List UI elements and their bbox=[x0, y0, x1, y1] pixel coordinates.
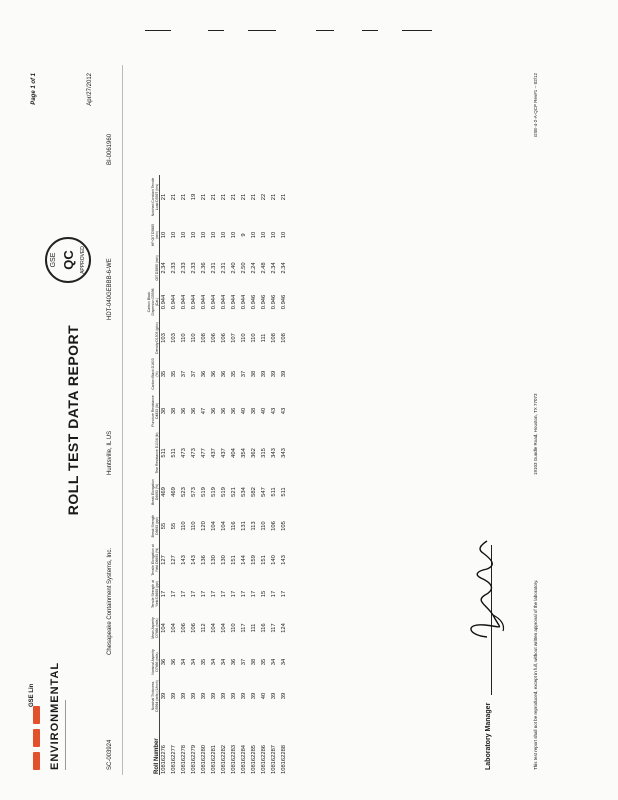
table-cell: 0.946 bbox=[281, 294, 287, 310]
table-cell: 40 bbox=[241, 407, 247, 415]
table-cell: 108162276 bbox=[161, 744, 168, 774]
table-row bbox=[229, 175, 239, 775]
table-cell: 511 bbox=[161, 448, 168, 458]
table-cell: 36 bbox=[231, 658, 237, 666]
table-cell: 17 bbox=[181, 590, 187, 598]
table-cell: 10 bbox=[181, 231, 187, 239]
table-cell: 21 bbox=[161, 193, 168, 201]
table-cell: 0.944 bbox=[191, 294, 197, 310]
table-cell: 106 bbox=[271, 521, 277, 531]
table-cell: 2.48 bbox=[261, 262, 267, 274]
table-cell: 573 bbox=[191, 487, 197, 497]
top-dash-marks bbox=[140, 30, 440, 34]
logo-small-text: GSE Lin bbox=[29, 683, 35, 707]
table-cell: 17 bbox=[201, 590, 207, 598]
table-cell: 17 bbox=[161, 590, 168, 598]
report-identifiers bbox=[107, 65, 121, 775]
report-date: Apr/27/2012 bbox=[87, 73, 93, 106]
table-cell: 159 bbox=[251, 555, 257, 565]
table-cell: 151 bbox=[261, 555, 267, 565]
table-cell: 43 bbox=[281, 407, 287, 415]
table-cell: 110 bbox=[191, 521, 197, 531]
table-cell: 104 bbox=[221, 521, 227, 531]
table-cell: 10 bbox=[231, 231, 237, 239]
table-cell: 343 bbox=[271, 448, 277, 458]
table-cell: 39 bbox=[261, 370, 267, 378]
table-cell: 10 bbox=[211, 231, 217, 239]
table-cell: 21 bbox=[281, 193, 287, 201]
table-cell: 143 bbox=[181, 555, 187, 565]
seal-top: GSE bbox=[50, 252, 57, 268]
table-cell: 36 bbox=[231, 407, 237, 415]
table-cell: 523 bbox=[181, 487, 187, 497]
table-cell: 10 bbox=[221, 231, 227, 239]
table-cell: 17 bbox=[171, 590, 177, 598]
column-header: Tensile Strength at Yield D6693 (ppi) bbox=[150, 579, 159, 609]
table-row bbox=[239, 175, 249, 775]
table-cell: 104 bbox=[221, 623, 227, 633]
table-cell: 110 bbox=[181, 521, 187, 531]
column-header: Tensile Elongation at Yield D6693 (%) bbox=[150, 544, 159, 576]
table-cell: 10 bbox=[191, 231, 197, 239]
table-cell: 108162284 bbox=[241, 744, 247, 774]
table-cell: 144 bbox=[241, 555, 247, 565]
table-row bbox=[259, 175, 269, 775]
table-cell: 108162285 bbox=[251, 744, 257, 774]
table-cell: 37 bbox=[181, 370, 187, 378]
table-cell: 140 bbox=[271, 555, 277, 565]
table-row bbox=[249, 175, 259, 775]
table-cell: 362 bbox=[251, 448, 257, 458]
table-cell: 519 bbox=[221, 487, 227, 497]
table-row bbox=[169, 175, 179, 775]
table-cell: 34 bbox=[271, 658, 277, 666]
table-cell: 36 bbox=[211, 370, 217, 378]
table-cell: 39 bbox=[181, 692, 187, 700]
table-cell: 116 bbox=[231, 521, 237, 531]
batch-number: BI-0061960 bbox=[107, 133, 113, 165]
column-header: Tear Resistance D1004 (lb) bbox=[154, 432, 159, 474]
table-cell: 127 bbox=[161, 555, 168, 565]
table-cell: 519 bbox=[211, 487, 217, 497]
location: Huntsville, IL US bbox=[107, 430, 113, 475]
table-cell: 10 bbox=[261, 231, 267, 239]
table-cell: 40 bbox=[261, 407, 267, 415]
table-cell: 469 bbox=[171, 487, 177, 497]
table-cell: 38 bbox=[251, 370, 257, 378]
table-cell: 35 bbox=[161, 370, 168, 378]
table-cell: 437 bbox=[211, 448, 217, 458]
table-cell: 0.944 bbox=[221, 294, 227, 310]
table-cell: 111 bbox=[251, 623, 257, 633]
table-cell: 582 bbox=[251, 487, 257, 497]
table-cell: 2.34 bbox=[161, 262, 168, 274]
table-cell: 534 bbox=[241, 487, 247, 497]
table-cell: 124 bbox=[281, 623, 287, 633]
table-cell: 10 bbox=[271, 231, 277, 239]
table-cell: 17 bbox=[271, 590, 277, 598]
table-cell: 2.34 bbox=[271, 262, 277, 274]
identifier-rule bbox=[122, 65, 123, 775]
table-cell: 2.33 bbox=[181, 262, 187, 274]
table-cell: 2.31 bbox=[211, 262, 217, 274]
table-cell: 21 bbox=[231, 193, 237, 201]
table-cell: 9 bbox=[241, 233, 247, 237]
table-cell: 10 bbox=[281, 231, 287, 239]
table-cell: 47 bbox=[201, 407, 207, 415]
table-cell: 39 bbox=[281, 370, 287, 378]
table-cell: 36 bbox=[211, 407, 217, 415]
table-cell: 104 bbox=[211, 623, 217, 633]
table-cell: 10 bbox=[161, 231, 168, 239]
table-cell: 0.944 bbox=[181, 294, 187, 310]
table-cell: 2.33 bbox=[171, 262, 177, 274]
table-cell: 111 bbox=[261, 333, 267, 343]
table-cell: 2.36 bbox=[201, 262, 207, 274]
table-cell: 110 bbox=[181, 333, 187, 343]
table-cell: 17 bbox=[281, 590, 287, 598]
table-cell: 37 bbox=[241, 370, 247, 378]
table-cell: 473 bbox=[181, 448, 187, 458]
table-cell: 39 bbox=[271, 692, 277, 700]
table-cell: 143 bbox=[281, 555, 287, 565]
table-cell: 43 bbox=[271, 407, 277, 415]
table-cell: 2.34 bbox=[281, 262, 287, 274]
table-cell: 106 bbox=[191, 623, 197, 633]
signature-label: Laboratory Manager bbox=[485, 702, 492, 770]
logo-wordmark: ENVIRONMENTAL bbox=[49, 661, 61, 770]
table-cell: 120 bbox=[201, 521, 207, 531]
table-cell: 354 bbox=[241, 448, 247, 458]
table-cell: 39 bbox=[171, 692, 177, 700]
table-cell: 0.944 bbox=[161, 294, 168, 310]
table-cell: 511 bbox=[171, 448, 177, 458]
table-cell: 19 bbox=[191, 193, 197, 201]
table-row bbox=[179, 175, 189, 775]
table-cell: 117 bbox=[271, 623, 277, 633]
table-cell: 35 bbox=[231, 370, 237, 378]
table-cell: 511 bbox=[281, 487, 287, 497]
table-cell: 108 bbox=[271, 333, 277, 343]
table-cell: 106 bbox=[211, 333, 217, 343]
table-cell: 36 bbox=[201, 370, 207, 378]
table-cell: 521 bbox=[231, 487, 237, 497]
disclaimer: This test report shall not be reproduced, except in full, without written approval of the laboratory. bbox=[533, 579, 538, 770]
table-cell: 103 bbox=[171, 333, 177, 343]
table-cell: 2.40 bbox=[231, 262, 237, 274]
column-header: Nominal Thickness D5994 (mils) (1/inch) bbox=[150, 680, 159, 712]
table-cell: 108162279 bbox=[191, 744, 197, 774]
table-cell: 2.24 bbox=[251, 262, 257, 274]
table-cell: 34 bbox=[281, 658, 287, 666]
table-cell: 21 bbox=[211, 193, 217, 201]
table-row bbox=[269, 175, 279, 775]
table-cell: 38 bbox=[161, 407, 168, 415]
table-cell: 127 bbox=[171, 555, 177, 565]
table-cell: 21 bbox=[251, 193, 257, 201]
table-cell: 36 bbox=[161, 658, 168, 666]
table-cell: 15 bbox=[261, 590, 267, 598]
table-cell: 21 bbox=[221, 193, 227, 201]
table-cell: 17 bbox=[191, 590, 197, 598]
table-cell: 17 bbox=[221, 590, 227, 598]
table-cell: 10 bbox=[171, 231, 177, 239]
table-cell: 21 bbox=[241, 193, 247, 201]
column-header: Break Strength D6693 (ppi) bbox=[150, 514, 159, 538]
table-cell: 511 bbox=[271, 487, 277, 497]
table-cell: 39 bbox=[241, 692, 247, 700]
column-header: Nominal Asperity D7466 (mils) bbox=[150, 649, 159, 675]
table-cell: 110 bbox=[241, 333, 247, 343]
table-cell: 10 bbox=[251, 231, 257, 239]
table-row bbox=[199, 175, 209, 775]
table-cell: 17 bbox=[231, 590, 237, 598]
table-cell: 131 bbox=[241, 521, 247, 531]
table-cell: 21 bbox=[201, 193, 207, 201]
table-cell: 107 bbox=[231, 333, 237, 343]
table-cell: 21 bbox=[181, 193, 187, 201]
qc-approved-seal bbox=[45, 237, 91, 283]
table-cell: 39 bbox=[231, 692, 237, 700]
column-header: Break Elongation D6693 (%) bbox=[150, 479, 159, 505]
column-header: HP OIT D5885 (min) bbox=[150, 223, 159, 247]
table-row bbox=[189, 175, 199, 775]
table-cell: 315 bbox=[261, 448, 267, 458]
company-name: Chesapeake Containment Systems, Inc. bbox=[107, 547, 113, 655]
table-cell: 108162283 bbox=[231, 744, 237, 774]
table-cell: 17 bbox=[211, 590, 217, 598]
table-cell: 437 bbox=[221, 448, 227, 458]
table-cell: 2.33 bbox=[191, 262, 197, 274]
column-header: Roll Number bbox=[153, 738, 159, 774]
table-cell: 108162277 bbox=[171, 744, 177, 774]
table-cell: 37 bbox=[191, 370, 197, 378]
table-cell: 35 bbox=[261, 658, 267, 666]
table-cell: 39 bbox=[221, 692, 227, 700]
table-cell: 38 bbox=[251, 658, 257, 666]
table-cell: 112 bbox=[201, 623, 207, 633]
table-cell: 108162281 bbox=[211, 744, 217, 774]
table-cell: 21 bbox=[171, 193, 177, 201]
table-cell: 37 bbox=[241, 658, 247, 666]
table-cell: 36 bbox=[221, 407, 227, 415]
table-cell: 2.50 bbox=[241, 262, 247, 274]
table-cell: 104 bbox=[161, 623, 168, 633]
table-cell: 108162282 bbox=[221, 744, 227, 774]
rotated-report bbox=[25, 65, 570, 775]
table-cell: 473 bbox=[191, 448, 197, 458]
table-cell: 108162287 bbox=[271, 744, 277, 774]
table-cell: 143 bbox=[191, 555, 197, 565]
table-cell: 38 bbox=[171, 407, 177, 415]
table-cell: 108162280 bbox=[201, 744, 207, 774]
table-cell: 103 bbox=[161, 333, 168, 343]
seal-middle: QC bbox=[61, 250, 76, 270]
table-cell: 36 bbox=[171, 658, 177, 666]
table-cell: 36 bbox=[191, 407, 197, 415]
table-cell: 0.946 bbox=[261, 294, 267, 310]
table-cell: 36 bbox=[181, 407, 187, 415]
signature-scribble bbox=[457, 525, 507, 645]
table-cell: 106 bbox=[181, 623, 187, 633]
table-cell: 0.944 bbox=[171, 294, 177, 310]
table-cell: 17 bbox=[241, 590, 247, 598]
table-cell: 469 bbox=[161, 487, 168, 497]
column-header: Mean Asperity D7466 (mils) bbox=[150, 617, 159, 639]
table-cell: 117 bbox=[241, 623, 247, 633]
table-row bbox=[219, 175, 229, 775]
table-cell: 105 bbox=[281, 521, 287, 531]
column-header: Carbon Black Dispersion D5596 (Cat.) bbox=[146, 288, 159, 316]
table-cell: 40 bbox=[261, 692, 267, 700]
table-cell: 547 bbox=[261, 487, 267, 497]
table-cell: 343 bbox=[281, 448, 287, 458]
table-cell: 2.31 bbox=[221, 262, 227, 274]
table-cell: 17 bbox=[251, 590, 257, 598]
table-cell: 0.944 bbox=[201, 294, 207, 310]
table-cell: 55 bbox=[161, 522, 168, 530]
table-cell: 34 bbox=[181, 658, 187, 666]
table-cell: 110 bbox=[231, 623, 237, 633]
sc-number: SC-003924 bbox=[107, 739, 113, 770]
table-cell: 35 bbox=[201, 658, 207, 666]
table-cell: 104 bbox=[211, 521, 217, 531]
table-cell: 21 bbox=[271, 193, 277, 201]
table-cell: 34 bbox=[191, 658, 197, 666]
column-header: Density D1505 (g/cc) bbox=[154, 322, 159, 354]
lab-address: 19103 Gundle Road, Houston, TX 77073 bbox=[533, 393, 538, 475]
product-code: HDT-040GEBBB-6-WE bbox=[107, 258, 113, 320]
table-header-row bbox=[133, 175, 159, 775]
table-cell: 39 bbox=[191, 692, 197, 700]
table-cell: 39 bbox=[161, 692, 168, 700]
page-number: Page 1 of 1 bbox=[31, 73, 37, 105]
table-cell: 477 bbox=[201, 448, 207, 458]
seal-bottom: APPROVED bbox=[80, 246, 86, 274]
table-cell: 136 bbox=[201, 555, 207, 565]
table-cell: 106 bbox=[221, 333, 227, 343]
column-header: Puncture Resistance D4833 (lb) bbox=[150, 395, 159, 427]
table-cell: 104 bbox=[171, 623, 177, 633]
table-cell: 0.944 bbox=[211, 294, 217, 310]
table-row bbox=[209, 175, 219, 775]
table-row bbox=[279, 175, 289, 775]
table-cell: 38 bbox=[251, 407, 257, 415]
column-header: Carbon Black D1603 (%) bbox=[150, 358, 159, 390]
table-cell: 34 bbox=[221, 658, 227, 666]
table-cell: 39 bbox=[211, 692, 217, 700]
table-cell: 116 bbox=[261, 623, 267, 633]
table-cell: 108162286 bbox=[261, 744, 267, 774]
table-cell: 108 bbox=[201, 333, 207, 343]
report-title: ROLL TEST DATA REPORT bbox=[65, 324, 81, 516]
table-cell: 34 bbox=[211, 658, 217, 666]
form-number: GSE-4-2-A-QCP Rev#1 -- 02/12 bbox=[533, 73, 538, 138]
table-cell: 113 bbox=[251, 521, 257, 531]
table-cell: 36 bbox=[221, 370, 227, 378]
table-cell: 55 bbox=[171, 522, 177, 530]
table-cell: 0.946 bbox=[271, 294, 277, 310]
table-cell: 39 bbox=[281, 692, 287, 700]
table-cell: 130 bbox=[211, 555, 217, 565]
table-cell: 39 bbox=[271, 370, 277, 378]
table-cell: 39 bbox=[201, 692, 207, 700]
table-cell: 404 bbox=[231, 448, 237, 458]
table-cell: 10 bbox=[201, 231, 207, 239]
table-cell: 0.944 bbox=[231, 294, 237, 310]
roll-test-table bbox=[133, 175, 289, 775]
table-cell: 39 bbox=[251, 692, 257, 700]
table-cell: 130 bbox=[221, 555, 227, 565]
table-cell: 110 bbox=[261, 521, 267, 531]
table-cell: 110 bbox=[191, 333, 197, 343]
table-cell: 108162288 bbox=[281, 744, 287, 774]
table-cell: 108 bbox=[281, 333, 287, 343]
table-cell: 22 bbox=[261, 193, 267, 201]
table-cell: 108162278 bbox=[181, 744, 187, 774]
column-header: Notched Constant Tensile Load D5397 (hrs) bbox=[150, 177, 159, 217]
table-cell: 35 bbox=[171, 370, 177, 378]
table-row bbox=[159, 175, 169, 775]
table-cell: 0.944 bbox=[241, 294, 247, 310]
table-cell: 0.946 bbox=[251, 294, 257, 310]
table-cell: 519 bbox=[201, 487, 207, 497]
column-header: OIT D3895 (min) bbox=[154, 255, 159, 281]
table-cell: 110 bbox=[251, 333, 257, 343]
table-cell: 151 bbox=[231, 555, 237, 565]
